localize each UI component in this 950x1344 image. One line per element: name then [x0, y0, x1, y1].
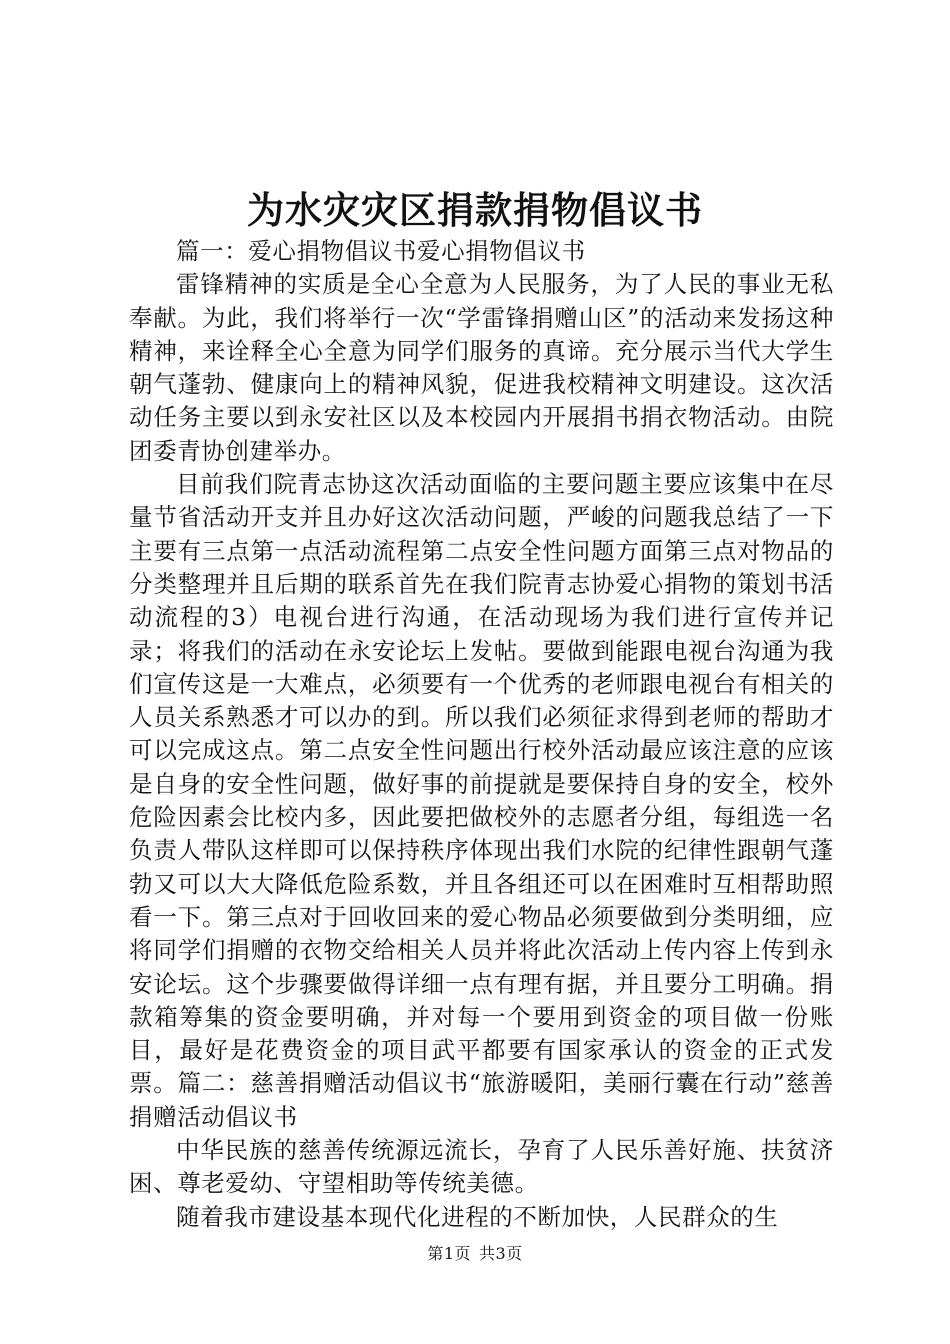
paragraph-lei-feng-spirit: 雷锋精神的实质是全心全意为人民服务，为了人民的事业无私奉献。为此，我们将举行一次“学雷锋捐赠山区”的活动来发扬这种精神，来诠释全心全意为同学们服务的真谛。充分展示当代大学生朝气蓬勃、健康向上的精神风貌，促进我校精神文明建设。这次活动任务主要以到永安社区以及本校园内开展捐书捐衣物活动。由院团委青协创建举办。: [129, 270, 834, 465]
page-footer: [0, 1243, 950, 1265]
paragraph-charity-tradition: 中华民族的慈善传统源远流长，孕育了人民乐善好施、扶贫济困、尊老爱幼、守望相助等传统美德。: [129, 1136, 834, 1198]
page-total: 共3页: [479, 1244, 523, 1263]
document-body: [129, 235, 834, 1234]
page-number: 第1页: [427, 1244, 471, 1263]
paragraph-section-one-heading: 篇一：爱心捐物倡议书爱心捐物倡议书: [176, 237, 586, 265]
document-title: 为水灾灾区捐款捐物倡议书: [247, 188, 703, 232]
paragraph-main-issues: 目前我们院青志协这次活动面临的主要问题主要应该集中在尽量节省活动开支并且办好这次活动问题，严峻的问题我总结了一下主要有三点第一点活动流程第二点安全性问题方面第三点对物品的分类整理并且后期的联系首先在我们院青志协爱心捐物的策划书活动流程的3）电视台进行沟通，在活动现场为我们进行宣传并记录；将我们的活动在永安论坛上发帖。要做到能跟电视台沟通为我们宣传这是一大难点，必须要有一个优秀的老师跟电视台有相关的人员关系熟悉才可以办的到。所以我们必须征求得到老师的帮助才可以完成这点。第二点安全性问题出行校外活动最应该注意的应该是自身的安全性问题，做好事的前提就是要保持自身的安全，校外危险因素会比校内多，因此要把做校外的志愿者分组，每组选一名负责人带队这样即可以保持秩序体现出我们水院的纪律性跟朝气蓬勃又可以大大降低危险系数，并且各组还可以在困难时互相帮助照看一下。第三点对于回收回来的爱心物品必须要做到分类明细，应将同学们捐赠的衣物交给相关人员并将此次活动上传内容上传到永安论坛。这个步骤要做得详细一点有理有据，并且要分工明确。捐款箱筹集的资金要明确，并对每一个要用到资金的项目做一份账目，最好是花费资金的项目武平都要有国家承认的资金的正式发票。篇二：慈善捐赠活动倡议书“旅游暖阳，美丽行囊在行动”慈善捐赠活动倡议书: [129, 470, 834, 1131]
paragraph-modernization: 随着我市建设基本现代化进程的不断加快，人民群众的生: [176, 1202, 779, 1231]
